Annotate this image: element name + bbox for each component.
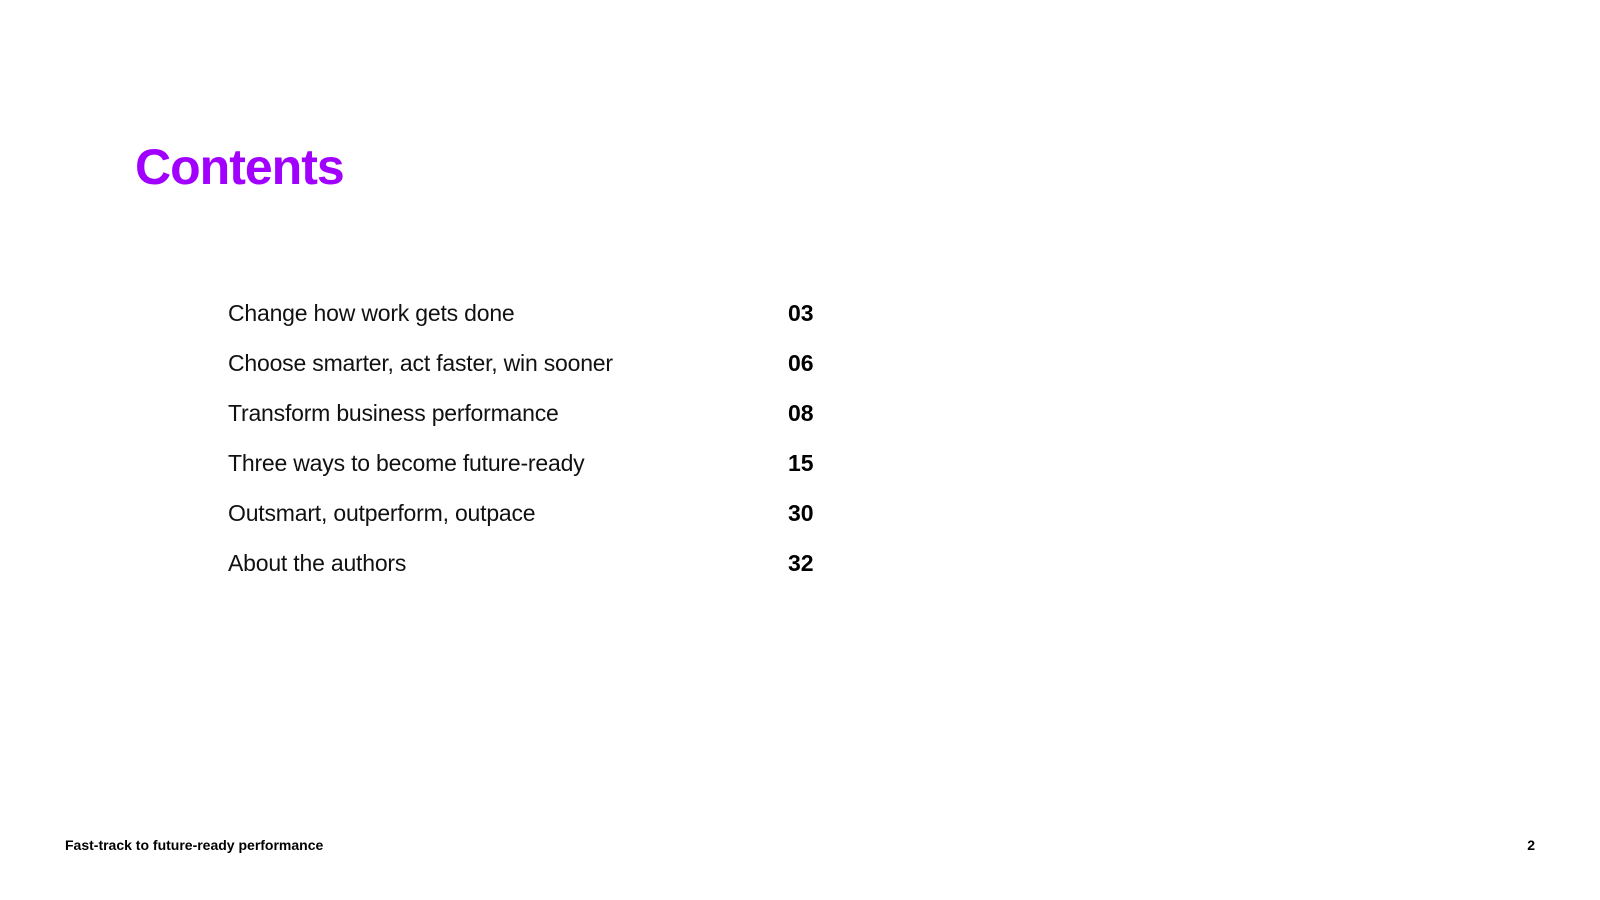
toc-entry-label: Transform business performance xyxy=(228,399,559,426)
toc-entry-label: Outsmart, outperform, outpace xyxy=(228,499,536,526)
page-title: Contents xyxy=(135,139,344,195)
toc-entry-label: Change how work gets done xyxy=(228,299,515,326)
toc-entry-label: Three ways to become future-ready xyxy=(228,449,585,476)
toc-entry-choose-smarter[interactable] xyxy=(228,338,848,388)
table-of-contents xyxy=(228,288,848,588)
toc-entry-page-number: 30 xyxy=(788,499,814,526)
toc-entry-label: Choose smarter, act faster, win sooner xyxy=(228,349,613,376)
toc-entry-page-number: 15 xyxy=(788,449,814,476)
toc-entry-change-how-work-gets-done[interactable] xyxy=(228,288,848,338)
toc-entry-page-number: 03 xyxy=(788,299,814,326)
toc-entry-page-number: 32 xyxy=(788,549,814,576)
toc-entry-three-ways[interactable] xyxy=(228,438,848,488)
toc-entry-page-number: 08 xyxy=(788,399,814,426)
toc-entry-outsmart[interactable] xyxy=(228,488,848,538)
toc-entry-label: About the authors xyxy=(228,549,407,576)
footer-page-number: 2 xyxy=(1527,837,1535,853)
toc-entry-about-the-authors[interactable] xyxy=(228,538,848,588)
toc-entry-transform-business-performance[interactable] xyxy=(228,388,848,438)
toc-entry-page-number: 06 xyxy=(788,349,814,376)
footer-document-title: Fast-track to future-ready performance xyxy=(65,837,324,853)
